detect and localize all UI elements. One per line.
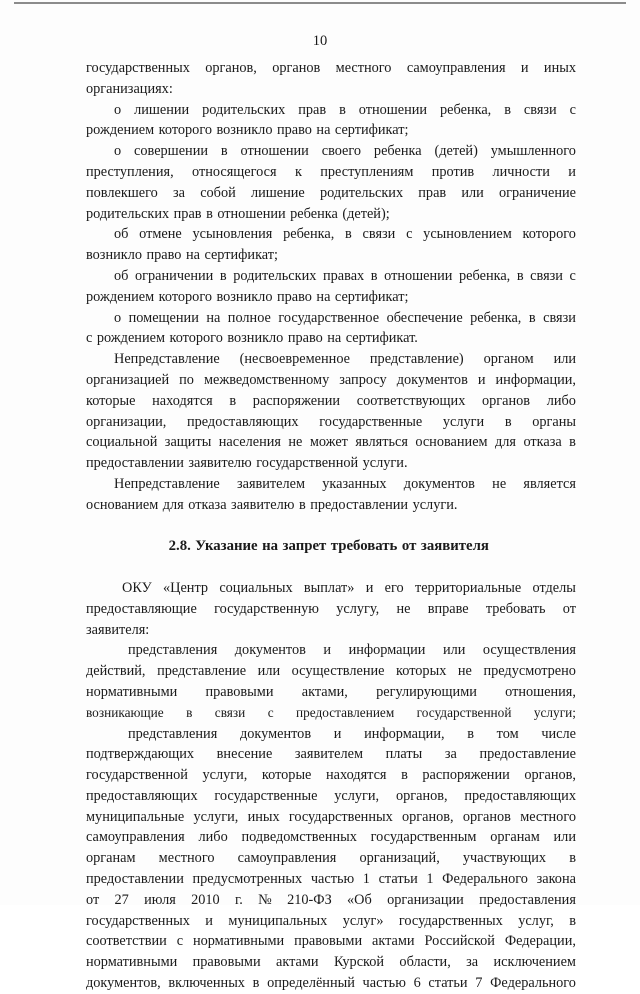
text-line: о лишении родительских прав в отношении ребенка, в связи с [114, 101, 576, 118]
text-line: организации, предоставляющих государственные услуги в органы [86, 413, 576, 430]
text-line: представления документов и информации, в том числе [128, 725, 576, 742]
section-heading: 2.8. Указание на запрет требовать от заявителя [168, 538, 489, 555]
text-line: возникающие в связи с предоставлением государственной услуги; [86, 704, 576, 720]
text-line: представления документов и информации или осуществления [128, 642, 576, 659]
text-line: Непредставление (несвоевременное представление) органом или [114, 351, 576, 368]
scan-top-edge [14, 2, 626, 4]
text-line: соответствии с нормативными правовыми актами Российской Федерации, [86, 933, 576, 950]
text-line: рождением которого возникло право на сертификат; [86, 288, 409, 305]
text-line: родительских прав в отношении ребенка (детей); [86, 205, 390, 222]
text-line: заявителя: [86, 621, 150, 638]
text-line: государственных органов, органов местного самоуправления и иных [86, 60, 576, 76]
blank-line [86, 516, 576, 537]
text-line: преступления, относящегося к преступлениям против личности и [86, 163, 576, 180]
text-line: подтверждающих внесение заявителем платы за предоставление [86, 746, 576, 763]
text-line: о совершении в отношении своего ребенка (детей) умышленного [114, 143, 576, 160]
text-line: предоставляющих государственные услуги, органов, предоставляющих [86, 787, 576, 804]
text-line: органам местного самоуправления организаций, участвующих в [86, 850, 576, 867]
text-line: о помещении на полное государственное обеспечение ребенка, в связи [114, 309, 576, 326]
text-line: организациях: [86, 80, 173, 97]
text-line: самоуправления либо подведомственных государственным органам или [86, 829, 576, 846]
page-number: 10 [312, 33, 328, 49]
text-line: возникло право на сертификат; [86, 247, 279, 264]
text-line: об ограничении в родительских правах в отношении ребенка, в связи с [114, 267, 576, 284]
text-line: действий, представление или осуществление которых не предусмотрено [86, 663, 576, 680]
document-body [86, 58, 576, 994]
text-line: организацией по межведомственному запросу документов и информации, [86, 371, 576, 388]
text-line: предоставлении предусмотренных частью 1 статьи 1 Федерального закона [86, 871, 576, 888]
text-line: документов, включенных в определённый частью 6 статьи 7 Федерального [86, 975, 576, 992]
text-line: нормативными правовыми актами Курской области, за исключением [86, 954, 576, 971]
text-line: предоставляющие государственную услугу, не вправе требовать от [86, 600, 576, 617]
text-line: от 27 июля 2010 г. № 210-ФЗ «Об организации предоставления [86, 891, 576, 908]
text-line: повлекшего за собой лишение родительских прав или ограничение [86, 184, 576, 201]
text-line: об отмене усыновления ребенка, в связи с усыновлением которого [114, 226, 576, 243]
text-line: основанием для отказа заявителю в предоставлении услуги. [86, 496, 458, 513]
text-line: муниципальные услуги, иных государственных органов, органов местного [86, 808, 576, 825]
text-line: с рождением которого возникло право на сертификат. [86, 330, 418, 347]
text-line: государственной услуги, которые находятся в распоряжении органов, [86, 767, 576, 784]
text-line: государственных и муниципальных услуг» государственных услуг, в [86, 912, 576, 929]
text-line: ОКУ «Центр социальных выплат» и его территориальные отделы [122, 579, 576, 596]
text-line: которые находятся в распоряжении соответствующих органов либо [86, 392, 576, 409]
text-line: рождением которого возникло право на сертификат; [86, 122, 409, 139]
text-line: предоставлении заявителю государственной услуги. [86, 455, 408, 472]
blank-line [86, 557, 576, 578]
text-line: социальной защиты населения не может являться основанием для отказа в [86, 434, 576, 451]
text-line: Непредставление заявителем указанных документов не является [114, 475, 576, 492]
text-line: нормативными правовыми актами, регулирующими отношения, [86, 683, 576, 700]
